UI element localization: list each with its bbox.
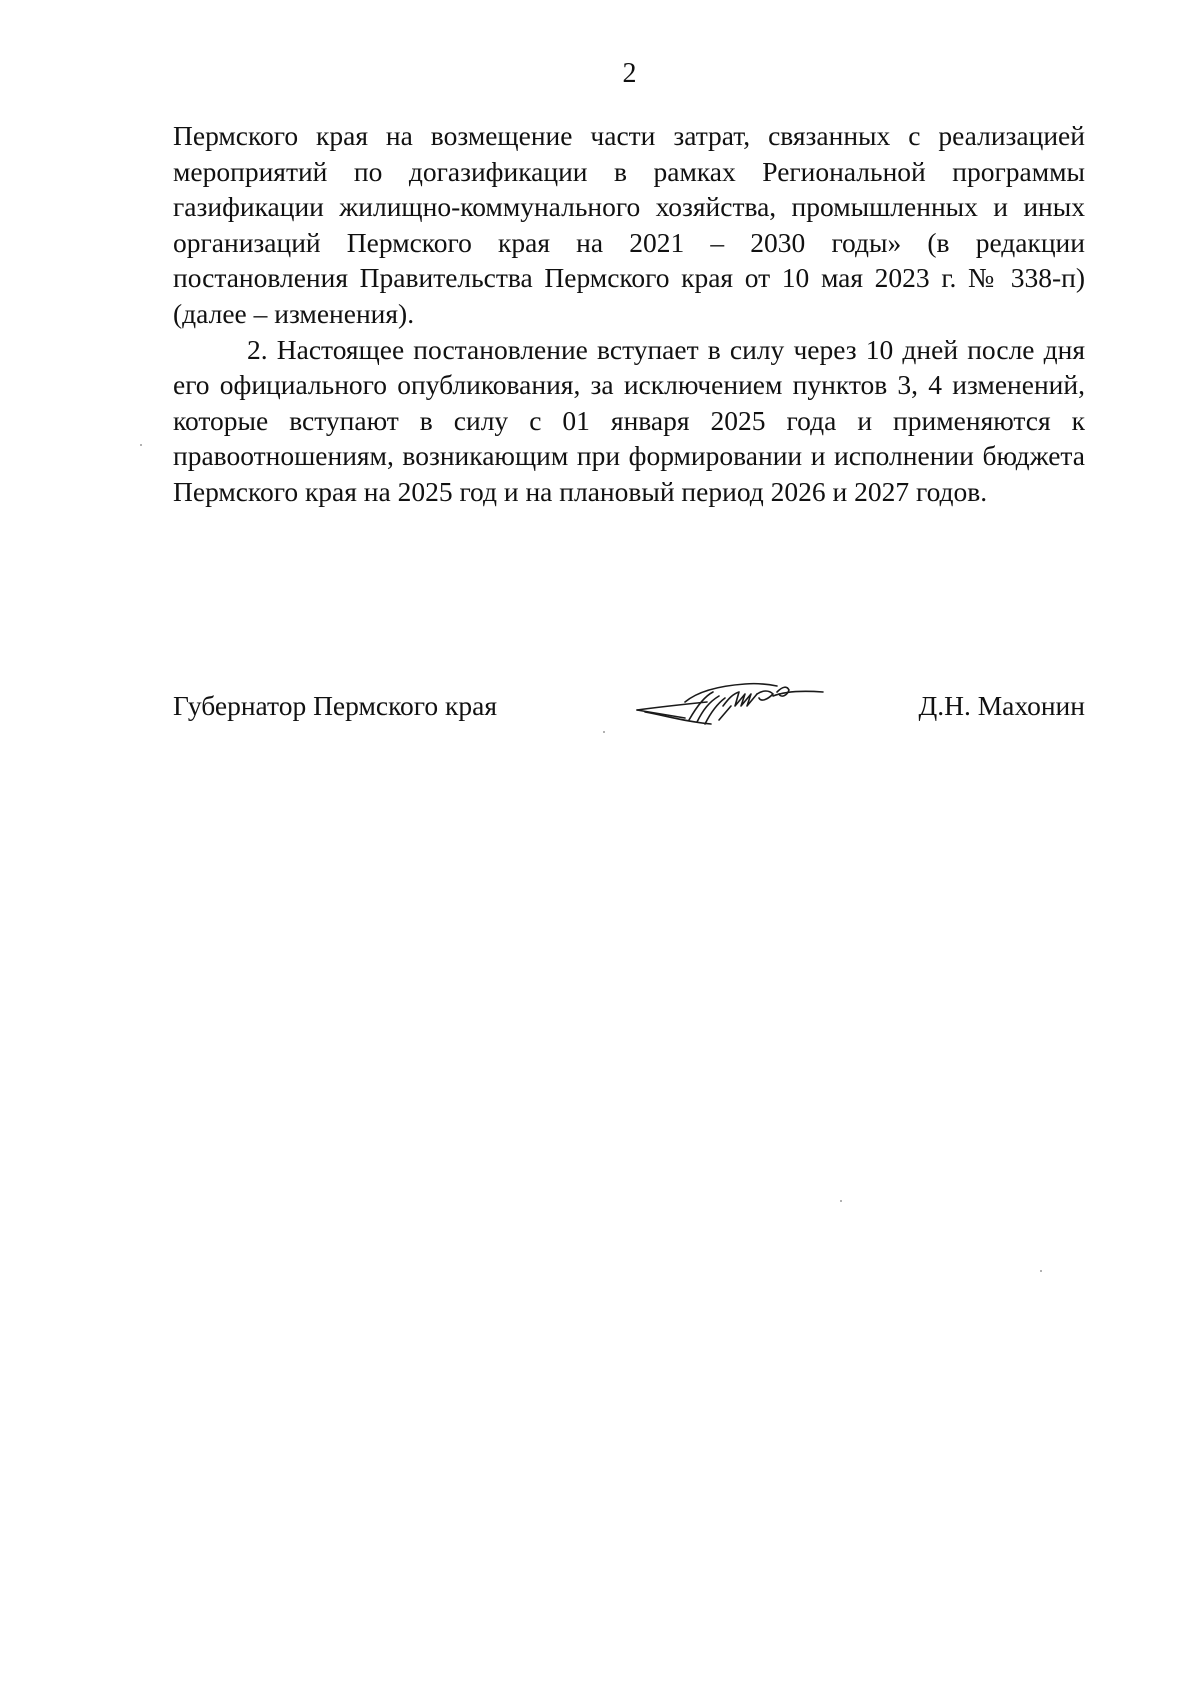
- scan-artifact: [840, 1200, 842, 1202]
- signature-block: [173, 688, 1085, 728]
- page-number: 2: [622, 58, 637, 89]
- scan-artifact: [1040, 1270, 1042, 1272]
- paragraph-continuation: Пермского края на возмещение части затрат, связанных с реализацией мероприятий по догазификации в рамках Региональной программы газификации жилищно-коммунального хозяйства, промышленных и иных организаций Пермского края на 2021 – 2030 годы» (в редакции постановления Правительства Пермского края от 10 мая 2023 г. № 338-п) (далее – изменения).: [173, 120, 1085, 329]
- scan-artifact: [140, 444, 142, 446]
- scan-artifact: [603, 731, 605, 733]
- document-body: [173, 118, 1085, 510]
- paragraph-item-2: 2. Настоящее постановление вступает в силу через 10 дней после дня его официального опубликования, за исключением пунктов 3, 4 изменений, которые вступают в силу с 01 января 2025 года и применяются к правоотношениям, возникающим при формировании и исполнении бюджета Пермского края на 2025 год и на плановый период 2026 и 2027 годов.: [173, 333, 1085, 507]
- signatory-position: Губернатор Пермского края: [173, 690, 497, 721]
- handwritten-signature: [627, 666, 837, 746]
- signatory-name: Д.Н. Махонин: [918, 690, 1085, 721]
